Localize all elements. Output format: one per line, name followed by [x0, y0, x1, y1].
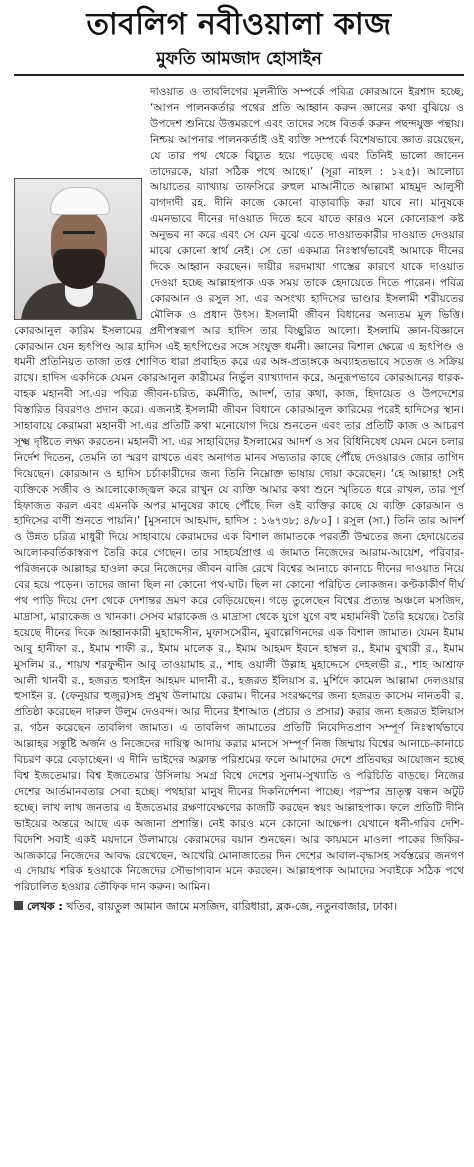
article-paragraph: দাওয়াত ও তাবলিগের মূলনীতি সম্পর্কে পবিত্র কোরআনে ইরশাদ হচ্ছে, ‘আপন পালনকর্তার পথের প্রতি আহ্বান করুন জ্ঞানের কথা বুঝিয়ে ও উপদেশ শুনিয়ে উত্তমরূপে এবং তাদের সঙ্গে বিতর্ক করুন পছন্দযুক্ত পন্থায়। নিশ্চয় আপনার পালনকর্তাই ওই ব্যক্তি সম্পর্কে বিশেষভাবে জ্ঞাত রয়েছেন, যে তার পথ থেকে বিচ্যুত হয়ে পড়েছে এবং তিনিই ভালো জানেন তাদেরকে, যারা সঠিক পথে আছে।’ (সূরা নাহল : ১২৫)। আলোচ্য আয়াতের ব্যাখ্যায় তাফসিরে রুহুল মাআনীতে আল্লামা মাহমুদ আলুসী বাগদাদী রহ. দীনি কাজে কোনো বাড়াবাড়ি করা যাবে না। মানুষকে এমনভাবে দীনের দাওয়াত দিতে হবে যাতে কারও মনে কোনোরূপ কষ্ট অনুভব না করে এবং সে যেন বুঝে এতে দাওয়াতকারীর দাওয়াত দেওয়ার মাঝে কোনো স্বার্থ নেই। সে তো একমাত্র নিঃস্বার্থভাবেই আমাকে দীনের দিকে আহ্বান করছেন। দায়ীর দরদমাখা গাস্তের কারণে যাকে দাওয়াত দেওয়া হচ্ছে আল্লাহপাক এক সময় তাকে হেদায়েতে দিতে পারেন। পবিত্র কোরআন ও রসুল সা. এর অসংখ্য হাদিসের ভাণ্ডার ইসলামী শরীয়তের মৌলিক ও প্রধান উৎস। ইসলামী জীবন বিধানের অন্যতম মূল ভিত্তি। কোরআনুল কারিম ইসলামের প্রদীপস্বরূপ আর হাদিস তার বিচ্ছুরিত আলো। ইসলামি জ্ঞান-বিজ্ঞানে কোরআন যেন হৃৎপিণ্ড আর হাদিস এই হৃৎপিণ্ডের সঙ্গে সংযুক্ত ধমনী। জ্ঞানের বিশাল ক্ষেত্রে এ হৃৎপিণ্ড ও ধমনী প্রতিনিয়ত তাজা তপ্ত শোণিত ধারা প্রবাহিত করে এর অঙ্গ-প্রত্যঙ্গকে অব্যাহতভাবে সতেজ ও সক্রিয় রাখে। হাদিস একদিকে যেমন কোরআনুল কারীমের নির্ভুল ব্যাখ্যাদান করে, অনুরূপভাবে কোরআনের ধারক-বাহক মহানবী সা.এর পবিত্র জীবন-চরিত, কর্মনীতি, আদর্শ, তার কথা, কাজ, হিদায়েত ও উপদেশের বিস্তারিত বিবরণও প্রদান করে। এজন্যই ইসলামী জীবন বিধানে কোরআনুল কারিমের পরেই হাদিসের স্থান। সাহাবায়ে কেরামরা মহানবী সা.এর প্রতিটি কথা মনোযোগ দিয়ে শুনতেন এবং তার প্রতিটি কাজ ও আচরণ সূক্ষ্ম দৃষ্টিতে লক্ষ্য করতেন। মহানবী সা. এর সাহাবিদের ইসলামের আদর্শ ও সব বিধিনিষেধ যেমন মেনে চলার নির্দেশ দিতেন, তেমনি তা স্মরণ রাখতে এবং অনাগত মানব সভ্যতার কাছে পৌঁছে দেওয়ারও জোর তাগিদ দিয়েছেন। কোরআন ও হাদিস চর্চাকারীদের জন্য তিনি নিম্নোক্ত ভাষায় দোয়া করেছেন। ‘হে আল্লাহ! সেই ব্যক্তিকে সজীব ও আলোকোজ্জ্বল করে রাখুন যে ব্যক্তি আমার কথা শুনে স্মৃতিতে ধরে রাখল, তার পূর্ণ হিফাজত করল এবং এমনকি অপর মানুষের কাছে পৌঁছে দিল ওই ব্যক্তির কাছে যে ব্যক্তি কোরআন ও হাদিসের বাণী শুনতে পায়নি।’ [মুসনাদে আহমাদ, হাদিস : ১৬৭৩৮; ৪/৮০] । রসুল (সা.) তিনি তার আদর্শ ও উন্নত চরিত্র মাধুরী দিয়ে সাহাবায়ে কেরামদের এক বিশাল জামাতকে পরবর্তী উম্মতের জন্য হেদায়েতের আলোকবর্তিকাস্বরূপ তৈরি করে গেছেন। তার সাহচর্যপ্রাপ্ত এ জামাত নিজেদের আরাম-আয়েশ, পরিবার-পরিজনকে আল্লাহর হাওলা করে নিজেদের জীবন বাজি রেখে বিশ্বের আনাচে কানাচে দীনের দাওয়াত নিয়ে বের হয়ে পড়েন। তাদের জানা ছিল না কোনো পথ-ঘাট। ছিল না কোনো পরিচিত লোকজন। কণ্টকাকীর্ণ দীর্ঘ পথ পাড়ি দিয়ে দেশ থেকে দেশান্তর ভ্রমণ করে বেড়িয়েছেন। গড়ে তুলেছেন বিশ্বের প্রত্যন্ত অঞ্চলে মসজিদ, মাদ্রাসা, মারাকেজ ও খানকা। সেসব মারাকেজ ও মাদ্রাসা থেকে যুগে যুগে বহু মহামনিষী তৈরি হয়েছে। তৈরি হয়েছে দীনের দিকে আহ্বানকারী মুহাদ্দেসীন, মুফাসসেরীন, মুবাল্লেগিনদের এক বিশাল জামাত। যেমন ইমাম আবু হানীফা র., ইমাম শাফী র., ইমাম মালেক র., ইমাম আহমদ ইবনে হাম্বল র., ইমাম বুখারী র., ইমাম মুসলিম র., শায়খ শরফুদ্দীন আবু তাওয়ামাহ র., শাহ ওয়ালী উল্লাহ মুহাদ্দেসে দেহলভী র., শাহ আশ্রাফ আলী থানবী র., হজরত হুসাইন আহমদ মাদানী র., হজরত ইলিয়াস র. মুর্শিদে কামেল আল্লামা দেলওয়ার হুসাইন র. (ফেনুয়ার হুজুর)সহ প্রমুখ উলামায়ে কেরাম। দীনের সংরক্ষণের জন্য হজরত কাসেম নানতবী র. প্রতিষ্ঠা করেছেন দারুল উলুম দেওবন্দ। আর দীনের ইশাআত (প্রচার ও প্রসার) করার জন্য হজরত ইলিয়াস র. গঠন করেছেন তাবলিগ জামাত। এ তাবলিগ জামাতের প্রতিটি নিবেদিতপ্রাণ সম্পূর্ণ নিঃস্বার্থভাবে আল্লাহর সন্তুষ্টি অর্জন ও নিজেদের দায়িত্ব আদায় করার মানসে সম্পূর্ণ নিজ জিম্মায় বিশ্বের আনাচে-কানাচে বিচরণ করে বেড়াচ্ছেন। এ দীনি ভাইদের অক্লান্ত পরিশ্রমের ফলে আমাদের দেশে প্রতিবছর আয়োজন হচ্ছে বিশ্ব ইজতেমার। বিশ্ব ইজতেমার উসিলায় সমগ্র বিশ্বে দেশের সুনাম-সুখ্যাতি ও পরিচিতি বাড়ছে। নিজের দেশের আর্তমানবতার সেবা হচ্ছে। পথহারা মানুষ দীনের দিকনির্দেশনা পাচ্ছে। পরস্পর ভ্রাতৃত্ব বন্ধন অটুট হচ্ছে। লাখ লাখ জনতার এ ইজতেমার রক্ষণাবেক্ষণের কাজটি করছেন স্বয়ং আল্লাহপাক। ফলে প্রতিটি দীনি ভাইয়ের অন্তরে আছে এক অজানা প্রশান্তি। নেই কারও মনে কোনো আক্ষেপ। যেখানে ধনী-গরিব দেশি-বিদেশি সবাই একই ময়দানে উলামায়ে কেরামদের বয়ান শুনছেন। আর কায়মনে মাওলা পাকের জিকির-আজকারে নিজেদের আবদ্ধ রেখেছেন, আখেরি মোনাজাতের দিন দেশের আবাল-বৃদ্ধাসহ সর্বস্তরের জনগণ এ দোয়ায় শরিক হওয়াকে নিজেদের সৌভাগ্যবান মনে করছেন। আল্লাহপাক আমাদের সবাইকে সঠিক পথে পরিচালিত হওয়ার তৌফিক দান করুন। আমিন। [14, 85, 464, 894]
photo-eyes [63, 231, 95, 238]
footer-text: খতিব, বায়তুল আমান জামে মসজিদ, বারিধারা, ব্লক-জে, নতুনবাজার, ঢাকা। [66, 900, 398, 914]
square-bullet-icon [14, 901, 23, 910]
author-photo [14, 178, 142, 320]
author-footer [14, 899, 464, 915]
article-title: তাবলিগ নবীওয়ালা কাজ [86, 7, 392, 42]
footer-label: লেখক : [27, 900, 63, 914]
article-body [14, 84, 464, 915]
photo-cap [50, 187, 110, 215]
author-byline: মুফতি আমজাদ হোসাইন [14, 48, 464, 76]
